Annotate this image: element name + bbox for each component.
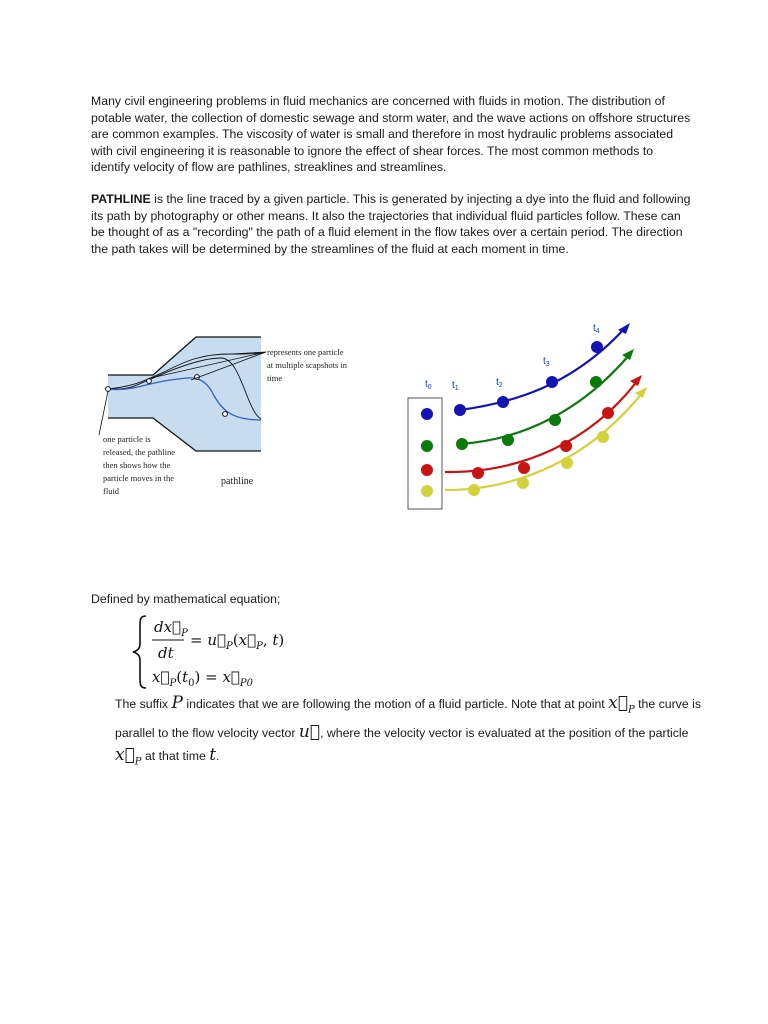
particle-green [421, 440, 433, 452]
figure-caption: pathline [221, 476, 254, 487]
particle-point [106, 387, 111, 392]
particle-red [560, 440, 572, 452]
particle-green [549, 414, 561, 426]
particle-blue [591, 341, 603, 353]
label-top-line3: time [267, 373, 283, 383]
particle-point [223, 412, 228, 417]
pathline-equation [130, 612, 330, 692]
label-bottom-line1: one particle is [103, 434, 151, 444]
pathline-paragraph [91, 191, 691, 257]
u-vector-symbol: u⃗ [298, 722, 321, 743]
particle-yellow [517, 477, 529, 489]
defined-by-text: Defined by mathematical equation; [91, 592, 281, 606]
arrow-head-green [622, 349, 634, 360]
particle-blue [454, 404, 466, 416]
particle-green [456, 438, 468, 450]
particle-blue [497, 396, 509, 408]
time-label-t0: $t_0$ [425, 379, 432, 391]
label-top-line1: represents one particle [267, 347, 344, 357]
eq-numerator: $dx⃗_P$ [154, 618, 188, 639]
eq-denominator: dt [158, 644, 174, 662]
particle-green [590, 376, 602, 388]
pathline-figure-left [91, 330, 366, 510]
suffix-P-symbol: P [171, 693, 183, 713]
pathline-figure-right [400, 318, 660, 518]
explanation-paragraph: The suffix P indicates that we are following the motion of a fluid particle. Note that at point $x⃗_P$ the curve is parallel to the flow velocity vector u⃗, where the velocity vector is evaluated at the position of the particle $x⃗_P$ at that time t. [115, 693, 701, 768]
particle-yellow [597, 431, 609, 443]
label-bottom-line5: fluid [103, 486, 120, 496]
particle-red [518, 462, 530, 474]
particle-yellow [561, 457, 573, 469]
xP-symbol: $x⃗_P$ [608, 693, 635, 716]
time-label-t1: $t_1$ [452, 380, 459, 392]
time-label-t2: $t_2$ [496, 377, 503, 389]
pathline-blue [460, 328, 625, 410]
particle-yellow [468, 484, 480, 496]
time-label-t4: $t_4$ [593, 323, 600, 335]
arrow-head-yellow [635, 387, 647, 398]
intro-paragraph: Many civil engineering problems in fluid mechanics are concerned with fluids in motion. The distribution of potable water, the collection of domestic sewage and storm water, and the wave actions on offshore structures are common examples. The viscosity of water is small and therefore in most hydraulic problems associated with civil engineering it is reasonable to ignore the effect of shear forces. The most common methods to identify velocity of flow are pathlines, streaklines and streamlines. [91, 94, 691, 175]
particle-red [602, 407, 614, 419]
particle-blue [421, 408, 433, 420]
label-bottom-line3: then shows how the [103, 460, 171, 470]
particle-green [502, 434, 514, 446]
time-label-t3: $t_3$ [543, 356, 550, 368]
particle-red [472, 467, 484, 479]
equation-brace [133, 616, 146, 688]
xP-symbol: $x⃗_P$ [115, 745, 142, 768]
particle-blue [546, 376, 558, 388]
arrow-head-red [630, 375, 642, 386]
particle-yellow [421, 485, 433, 497]
label-bottom-line4: particle moves in the [103, 473, 175, 483]
particle-red [421, 464, 433, 476]
label-bottom-line2: released, the pathline [103, 447, 175, 457]
eq-initial-condition: $x⃗_P(t_0)$ = $x⃗_{P0}$ [152, 668, 253, 689]
pathline-red [445, 380, 638, 472]
pathline-term: PATHLINE [91, 192, 151, 206]
t-symbol: t [209, 745, 217, 766]
pointer-line [99, 391, 108, 435]
label-top-line2: at multiple scapshots in [267, 360, 348, 370]
particle-point [147, 379, 152, 384]
particles-blue [454, 341, 603, 416]
pathline-definition: is the line traced by a given particle. This is generated by injecting a dye into the fluid and following its path by photography or other means. It also the trajectories that individual fluid particles follow. These can be thought of as a "recording" the path of a fluid element in the flow takes over a certain period. The direction the path takes will be determined by the streamlines of the fluid at each moment in time. [91, 192, 691, 256]
particles-green [456, 376, 602, 450]
eq-rhs-1: = $u⃗_P(x⃗_P$, t) [190, 631, 285, 652]
